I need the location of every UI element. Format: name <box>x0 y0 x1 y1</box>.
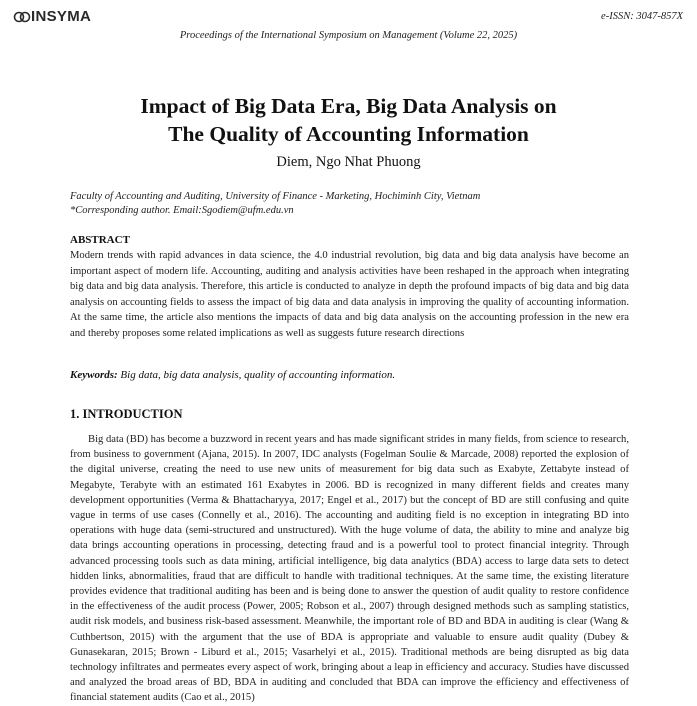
keywords <box>70 369 629 381</box>
abstract-text: Modern trends with rapid advances in data science, the 4.0 industrial revolution, big data and big data analysis have become an important aspect of modern life. Accounting, auditing and analysis activities have been reshaped in the approach when integrating big data and big data analysis. Therefore, this article is conducted to analyze in depth the profound impacts of big data and big data analysis on accounting fields to assess the impact of big data and data analysis in improving the quality of accounting information. At the same time, the article also mentions the impacts of data and big data analysis on the accounting profession in the new era and thereby proposes some related implications as well as suggests future research directions <box>70 250 629 339</box>
title-line-2: The Quality of Accounting Information <box>168 122 529 146</box>
insyma-logo <box>14 8 91 25</box>
affiliation: Faculty of Accounting and Auditing, University of Finance - Marketing, Hochiminh City, Vietnam <box>70 191 481 202</box>
section-heading-introduction: 1. INTRODUCTION <box>70 407 183 421</box>
logo-icon <box>14 10 30 24</box>
header-bar <box>14 8 683 28</box>
paper-title <box>40 92 657 148</box>
proceedings-line: Proceedings of the International Symposium on Management (Volume 22, 2025) <box>179 30 518 41</box>
keywords-text: Big data, big data analysis, quality of accounting information. <box>120 369 396 381</box>
affiliation-block <box>70 190 657 218</box>
keywords-label: Keywords: <box>70 369 118 381</box>
abstract-heading: ABSTRACT <box>70 234 130 246</box>
authors: Diem, Ngo Nhat Phuong <box>276 154 421 170</box>
title-line-1: Impact of Big Data Era, Big Data Analysis on <box>140 94 557 118</box>
issn-label: e-ISSN: 3047-857X <box>601 11 683 22</box>
introduction-text: Big data (BD) has become a buzzword in recent years and has made significant strides in many fields, from science to research, from business to government (Ajana, 2015). In 2007, IDC analysts (Fogelman Soulie & Marcade, 2008) reported the explosion of the digital universe, creating the need to use new units of measurement for big data such as Exabyte, Zettabyte instead of Megabyte, Terabyte with an estimated 161 Exabytes in 2006. BD is recognized in many different fields and creates many development opportunities (Verma & Bhattacharyya, 2017; Engel et al., 2017) but the concept of BD are still confusing and quite vague in terms of use cases (Connelly et al., 2016). The accounting and auditing field is no exception in integrating BD into operations with huge data (semi-structured and unstructured). With the huge volume of data, the ability to mine and analyze big data brings accounting operations in processing, detecting fraud and is a powerful tool to protect financial integrity. Through advanced processing tools such as data mining, artificial intelligence, big data analytics (BDA) access to large data sets to detect hidden links, abnormalities, fraud that are difficult to handle with traditional techniques. At the same time, the existing literature provides evidence that traditional auditing has been and is being done to answer the question of audit quality to restore confidence in the effectiveness of the audit process (Power, 2005; Robson et al., 2007) through designed methods such as sampling statistics, audit risk models, and business risk-based assessment. Meanwhile, the important role of BD and BDA in auditing is clear (Wang & Cuthbertson, 2015) with the argument that the use of BDA is appropriate and valuable to ensure audit quality (Dubey & Gunasekaran, 2015; Brown - Liburd et al., 2015; Vasarhelyi et al., 2015). Traditional methods are being disrupted as big data technology infiltrates and permeates every aspect of work, bringing about a leap in efficiency and accuracy. Studies have discussed and analyzed the broad areas of BD, BDA in auditing and concluded that BDA can improve the efficiency and effectiveness of financial statement audits (Cao et al., 2015) <box>70 434 629 704</box>
logo-text: INSYMA <box>31 8 92 25</box>
corresponding-author: *Corresponding author. Email:Sgodiem@ufm.edu.vn <box>70 205 294 216</box>
